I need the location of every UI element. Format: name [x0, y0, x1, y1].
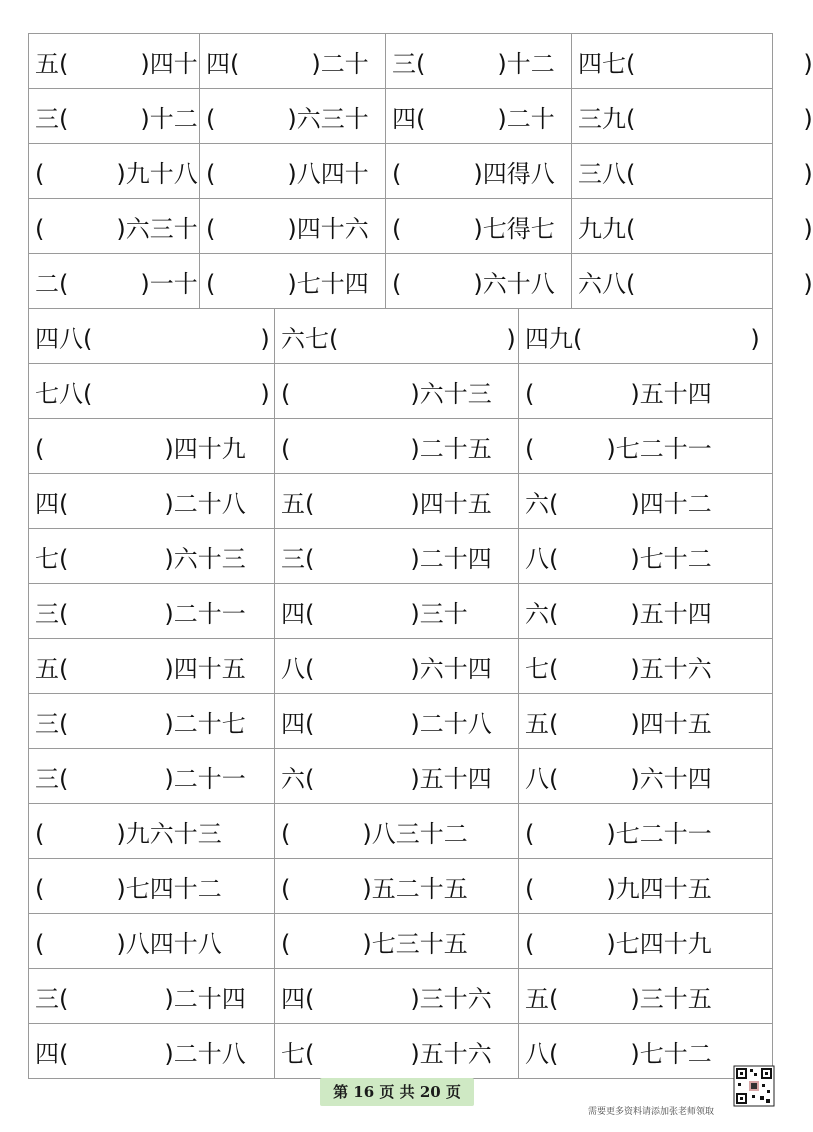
worksheet-cell: 三( )二十四 — [29, 969, 275, 1024]
worksheet-cell: 七( )五十六 — [275, 1024, 519, 1079]
worksheet-cell: 五( )四十五 — [519, 694, 773, 749]
worksheet-row — [29, 639, 773, 694]
worksheet-row — [29, 309, 773, 364]
worksheet-cell: ( )五二十五 — [275, 859, 519, 914]
worksheet-cell: 八( )七十二 — [519, 529, 773, 584]
worksheet-cell: 四( )二十八 — [29, 1024, 275, 1079]
worksheet-row — [29, 694, 773, 749]
worksheet-row — [29, 419, 773, 474]
page-number-footer: 第 16 页 共 20 页 — [320, 1078, 474, 1106]
worksheet-cell: 四九( ) — [519, 309, 773, 364]
worksheet-cell: 三( )二十一 — [29, 749, 275, 804]
worksheet-cell: ( )六三十 — [200, 89, 386, 144]
worksheet-cell: 八( )六十四 — [275, 639, 519, 694]
qr-code-icon — [734, 1066, 774, 1116]
worksheet-row — [29, 364, 773, 419]
worksheet-cell: 七( )六十三 — [29, 529, 275, 584]
worksheet-cell: ( )六十三 — [275, 364, 519, 419]
worksheet-cell: 九九( ) — [572, 199, 773, 254]
worksheet-cell: 六( )五十四 — [519, 584, 773, 639]
worksheet-cell: 三( )十二 — [29, 89, 200, 144]
worksheet-row — [29, 89, 773, 144]
worksheet-grid-three-columns — [28, 308, 773, 1079]
worksheet-cell: ( )二十五 — [275, 419, 519, 474]
worksheet-cell: 八( )七十二 — [519, 1024, 773, 1079]
worksheet-cell: ( )九六十三 — [29, 804, 275, 859]
worksheet-cell: 四( )二十 — [386, 89, 572, 144]
worksheet-cell: ( )七四十九 — [519, 914, 773, 969]
worksheet-cell: 七( )五十六 — [519, 639, 773, 694]
worksheet-cell: ( )六三十 — [29, 199, 200, 254]
worksheet-row — [29, 144, 773, 199]
worksheet-cell: 四( )二十八 — [29, 474, 275, 529]
worksheet-cell: 六八( ) — [572, 254, 773, 309]
worksheet — [28, 33, 813, 1079]
worksheet-cell: ( )七二十一 — [519, 419, 773, 474]
worksheet-row — [29, 199, 773, 254]
worksheet-cell: 四( )二十八 — [275, 694, 519, 749]
worksheet-cell: 七八( ) — [29, 364, 275, 419]
worksheet-cell: ( )九十八 — [29, 144, 200, 199]
worksheet-row — [29, 859, 773, 914]
worksheet-cell: ( )九四十五 — [519, 859, 773, 914]
worksheet-row — [29, 804, 773, 859]
worksheet-cell: 三( )二十一 — [29, 584, 275, 639]
worksheet-cell: 三九( ) — [572, 89, 773, 144]
worksheet-cell: 二( )一十 — [29, 254, 200, 309]
worksheet-cell: 五( )四十五 — [29, 639, 275, 694]
worksheet-cell: 八( )六十四 — [519, 749, 773, 804]
worksheet-row — [29, 474, 773, 529]
worksheet-cell: ( )七二十一 — [519, 804, 773, 859]
worksheet-cell: 六( )四十二 — [519, 474, 773, 529]
worksheet-cell: 四八( ) — [29, 309, 275, 364]
worksheet-cell: 三( )二十四 — [275, 529, 519, 584]
worksheet-cell: ( )八四十 — [200, 144, 386, 199]
worksheet-cell: ( )四十九 — [29, 419, 275, 474]
worksheet-row — [29, 749, 773, 804]
worksheet-cell: ( )八四十八 — [29, 914, 275, 969]
worksheet-row — [29, 584, 773, 639]
worksheet-cell: 六七( ) — [275, 309, 519, 364]
worksheet-cell: 四( )三十六 — [275, 969, 519, 1024]
worksheet-cell: ( )七三十五 — [275, 914, 519, 969]
worksheet-cell: 五( )三十五 — [519, 969, 773, 1024]
worksheet-row — [29, 254, 773, 309]
worksheet-cell: 五( )四十 — [29, 34, 200, 89]
worksheet-cell: 四( )三十 — [275, 584, 519, 639]
worksheet-row — [29, 914, 773, 969]
worksheet-row — [29, 34, 773, 89]
worksheet-cell: ( )六十八 — [386, 254, 572, 309]
worksheet-cell: ( )七四十二 — [29, 859, 275, 914]
worksheet-row — [29, 969, 773, 1024]
worksheet-row — [29, 529, 773, 584]
worksheet-cell: ( )四十六 — [200, 199, 386, 254]
worksheet-cell: 六( )五十四 — [275, 749, 519, 804]
worksheet-cell: 四( )二十 — [200, 34, 386, 89]
worksheet-cell: ( )七十四 — [200, 254, 386, 309]
worksheet-row — [29, 1024, 773, 1079]
worksheet-cell: 三( )二十七 — [29, 694, 275, 749]
worksheet-cell: ( )四得八 — [386, 144, 572, 199]
promo-text: 需要更多资料请添加张老师领取 — [588, 1107, 715, 1117]
worksheet-cell: 五( )四十五 — [275, 474, 519, 529]
worksheet-cell: ( )八三十二 — [275, 804, 519, 859]
worksheet-cell: 三八( ) — [572, 144, 773, 199]
worksheet-grid-four-columns — [28, 33, 813, 309]
worksheet-cell: 四七( ) — [572, 34, 773, 89]
worksheet-cell: ( )七得七 — [386, 199, 572, 254]
worksheet-cell: ( )五十四 — [519, 364, 773, 419]
worksheet-cell: 三( )十二 — [386, 34, 572, 89]
